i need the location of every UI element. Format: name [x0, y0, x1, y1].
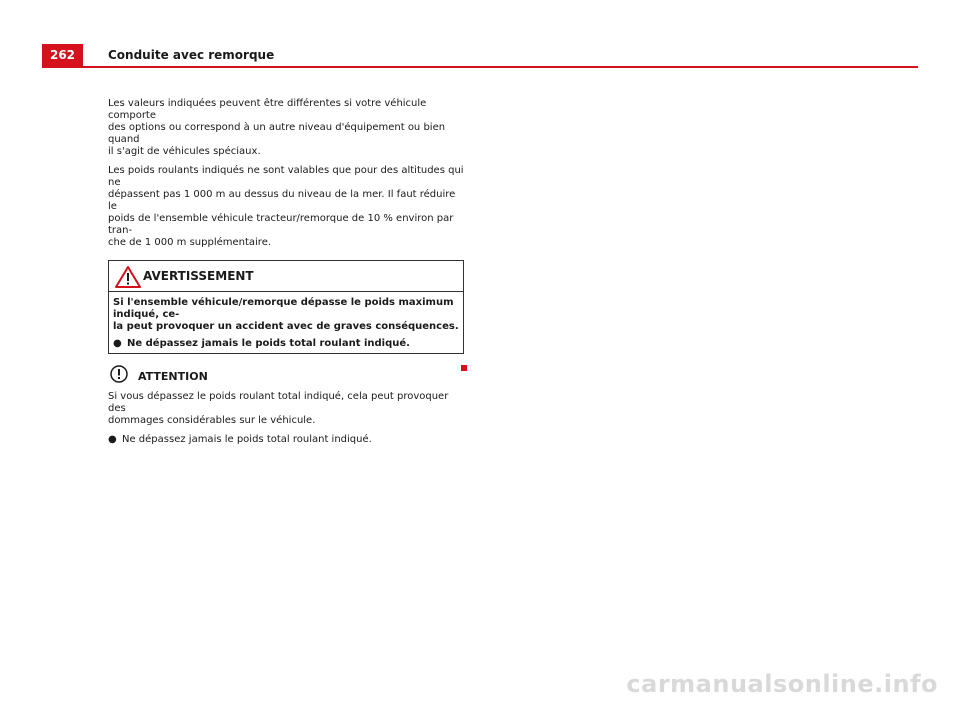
- warning-body: [109, 292, 463, 353]
- section-end-mark: [461, 365, 467, 371]
- attention-text: Si vous dépassez le poids roulant total indiqué, cela peut provoquer des dommages considérables sur le véhicule.: [108, 391, 449, 426]
- warning-title: AVERTISSEMENT: [143, 269, 254, 283]
- page-header: [42, 44, 918, 68]
- bullet-dot-icon: ●: [108, 434, 117, 445]
- paragraph-values-note: Les valeurs indiquées peuvent être différentes si votre véhicule comporte des options ou correspond à un autre niveau d'équipement ou bien quand il s'agit de véhicules spéciaux.: [108, 98, 446, 157]
- warning-bullet-text: Ne dépassez jamais le poids total roulant indiqué.: [127, 338, 410, 349]
- exclamation-circle-icon: [110, 365, 128, 383]
- warning-text: Si l'ensemble véhicule/remorque dépasse le poids maximum indiqué, ce- la peut provoquer un accident avec de graves conséquences.: [113, 297, 459, 332]
- attention-bullet-text: Ne dépassez jamais le poids total roulant indiqué.: [122, 434, 372, 445]
- bullet-dot-icon: ●: [113, 338, 122, 349]
- paragraph-altitude-note: Les poids roulants indiqués ne sont valables que pour des altitudes qui ne dépassent pas 1 000 m au dessus du niveau de la mer. Il faut réduire le poids de l'ensemble véhicule tracteur/remorque de 10 % environ par tran- che de 1 000 m supplémentaire.: [108, 165, 464, 248]
- page-number: 262: [42, 44, 83, 66]
- watermark: carmanualsonline.info: [626, 670, 938, 698]
- chapter-title: Conduite avec remorque: [108, 48, 275, 62]
- attention-title: ATTENTION: [138, 370, 208, 383]
- warning-box: [108, 260, 464, 354]
- warning-triangle-icon: [115, 266, 141, 288]
- warning-bullet: [113, 338, 459, 350]
- attention-bullet: [108, 434, 464, 446]
- attention-header: [108, 369, 464, 391]
- warning-header: [109, 261, 463, 292]
- main-column: [108, 98, 464, 446]
- attention-section: [108, 369, 464, 446]
